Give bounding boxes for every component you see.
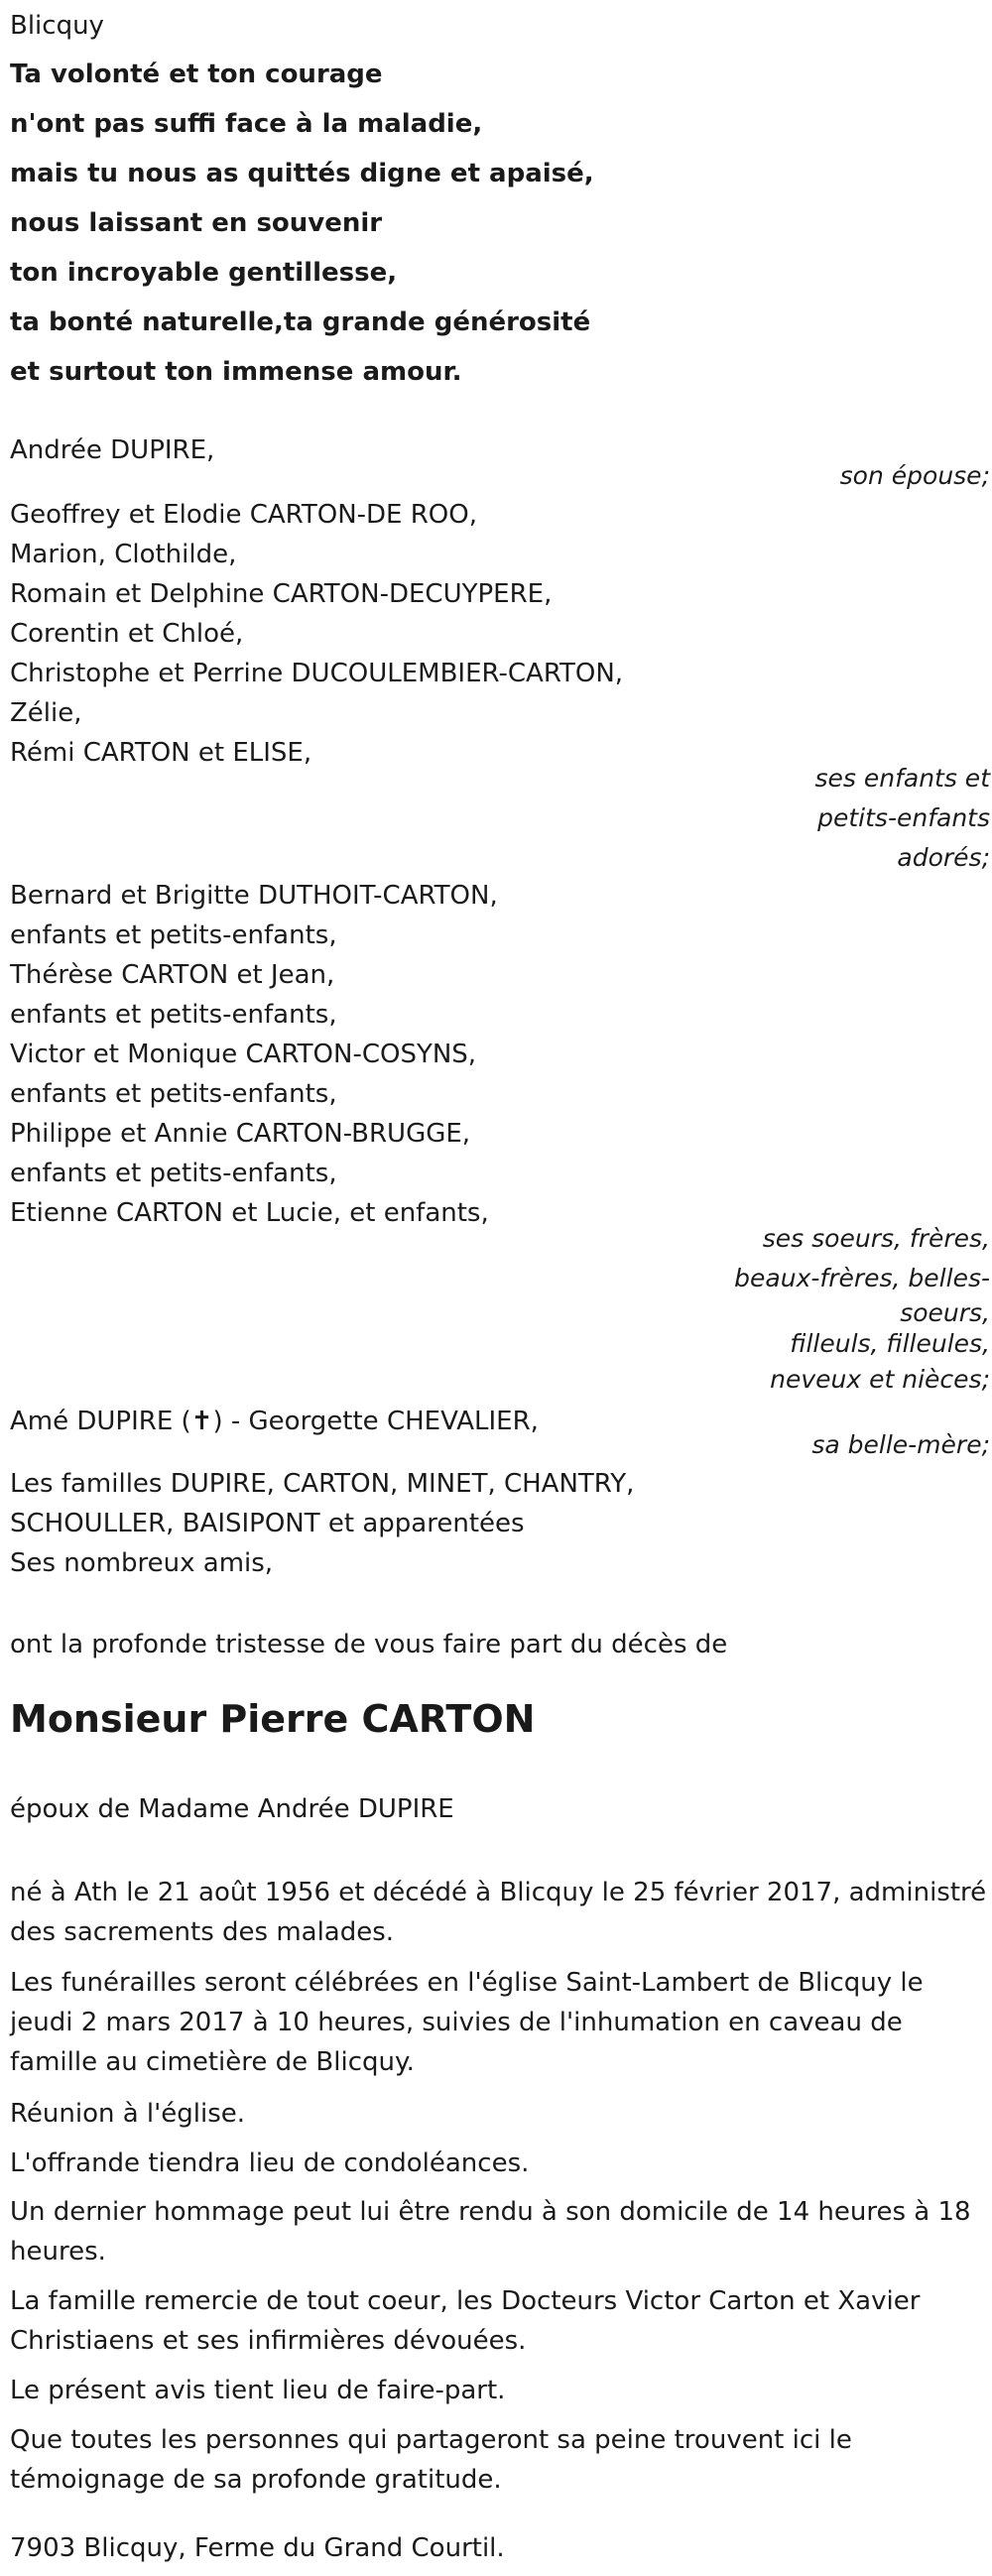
spouse-name: Andrée DUPIRE, bbox=[10, 435, 215, 465]
mother-in-law-name: Amé DUPIRE (✝) - Georgette CHEVALIER, bbox=[10, 1407, 539, 1436]
paragraph-notice: Le présent avis tient lieu de faire-part. bbox=[10, 2376, 506, 2405]
poem-line: et surtout ton immense amour. bbox=[10, 357, 462, 387]
list-item: Etienne CARTON et Lucie, et enfants, bbox=[10, 1198, 489, 1228]
spouse-role: son épouse; bbox=[839, 461, 990, 490]
poem-line: mais tu nous as quittés digne et apaisé, bbox=[10, 159, 594, 188]
siblings-list bbox=[10, 876, 498, 1233]
poem-line: ton incroyable gentillesse, bbox=[10, 258, 398, 288]
other-families bbox=[10, 1464, 634, 1583]
mother-in-law-role: sa belle-mère; bbox=[811, 1430, 990, 1459]
children-role: ses enfants et petits-enfants adorés; bbox=[814, 764, 990, 872]
list-item: enfants et petits-enfants, bbox=[10, 1000, 337, 1030]
paragraph-offering: L'offrande tiendra lieu de condoléances. bbox=[10, 2148, 530, 2178]
list-item: SCHOULLER, BAISIPONT et apparentées bbox=[10, 1509, 525, 1538]
list-item: Christophe et Perrine DUCOULEMBIER-CARTON, bbox=[10, 659, 624, 688]
announcement: ont la profonde tristesse de vous faire part du décès de bbox=[10, 1630, 728, 1659]
list-item: Corentin et Chloé, bbox=[10, 619, 244, 649]
poem-line: Ta volonté et ton courage bbox=[10, 60, 383, 89]
paragraph-gratitude: Que toutes les personnes qui partageront sa peine trouvent ici le témoignage de sa profonde gratitude. bbox=[10, 2425, 852, 2495]
paragraph-tribute: Un dernier hommage peut lui être rendu à son domicile de 14 heures à 18 heures. bbox=[10, 2197, 971, 2267]
paragraph-funeral: Les funérailles seront célébrées en l'église Saint-Lambert de Blicquy le jeudi 2 mars 2017 à 10 heures, suivies de l'inhumation en caveau de famille au cimetière de Blicquy. bbox=[10, 1968, 924, 2077]
list-item: Ses nombreux amis, bbox=[10, 1548, 274, 1578]
place-header: Blicquy bbox=[10, 11, 104, 41]
paragraph-meeting: Réunion à l'église. bbox=[10, 2099, 246, 2129]
list-item: enfants et petits-enfants, bbox=[10, 1079, 337, 1109]
poem-line: ta bonté naturelle,ta grande générosité bbox=[10, 307, 591, 337]
list-item: Geoffrey et Elodie CARTON-DE ROO, bbox=[10, 500, 477, 530]
paragraph-birth-death: né à Ath le 21 août 1956 et décédé à Blicquy le 25 février 2017, administré des sacrements des malades. bbox=[10, 1878, 987, 1947]
list-item: Zélie, bbox=[10, 698, 82, 728]
list-item: Rémi CARTON et ELISE, bbox=[10, 738, 312, 768]
list-item: Thérèse CARTON et Jean, bbox=[10, 960, 335, 990]
children-list bbox=[10, 495, 623, 773]
list-item: Romain et Delphine CARTON-DECUYPERE, bbox=[10, 579, 553, 609]
poem bbox=[10, 50, 594, 397]
list-item: Philippe et Annie CARTON-BRUGGE, bbox=[10, 1119, 471, 1149]
list-item: Bernard et Brigitte DUTHOIT-CARTON, bbox=[10, 881, 498, 911]
paragraph-thanks: La famille remercie de tout coeur, les Docteurs Victor Carton et Xavier Christiaens et ses infirmières dévouées. bbox=[10, 2286, 921, 2356]
list-item: Marion, Clothilde, bbox=[10, 540, 237, 569]
list-item: Victor et Monique CARTON-COSYNS, bbox=[10, 1040, 477, 1069]
poem-line: nous laissant en souvenir bbox=[10, 208, 383, 238]
list-item: enfants et petits-enfants, bbox=[10, 920, 337, 950]
deceased-name: Monsieur Pierre CARTON bbox=[10, 1697, 536, 1741]
list-item: enfants et petits-enfants, bbox=[10, 1159, 337, 1188]
siblings-role: ses soeurs, frères, beaux-frères, belles- soeurs, filleuls, filleules, neveux et nièces; bbox=[734, 1224, 990, 1394]
deceased-spouse: époux de Madame Andrée DUPIRE bbox=[10, 1794, 454, 1824]
address: 7903 Blicquy, Ferme du Grand Courtil. bbox=[10, 2533, 505, 2563]
poem-line: n'ont pas suffi face à la maladie, bbox=[10, 109, 483, 139]
list-item: Les familles DUPIRE, CARTON, MINET, CHANTRY, bbox=[10, 1469, 635, 1499]
